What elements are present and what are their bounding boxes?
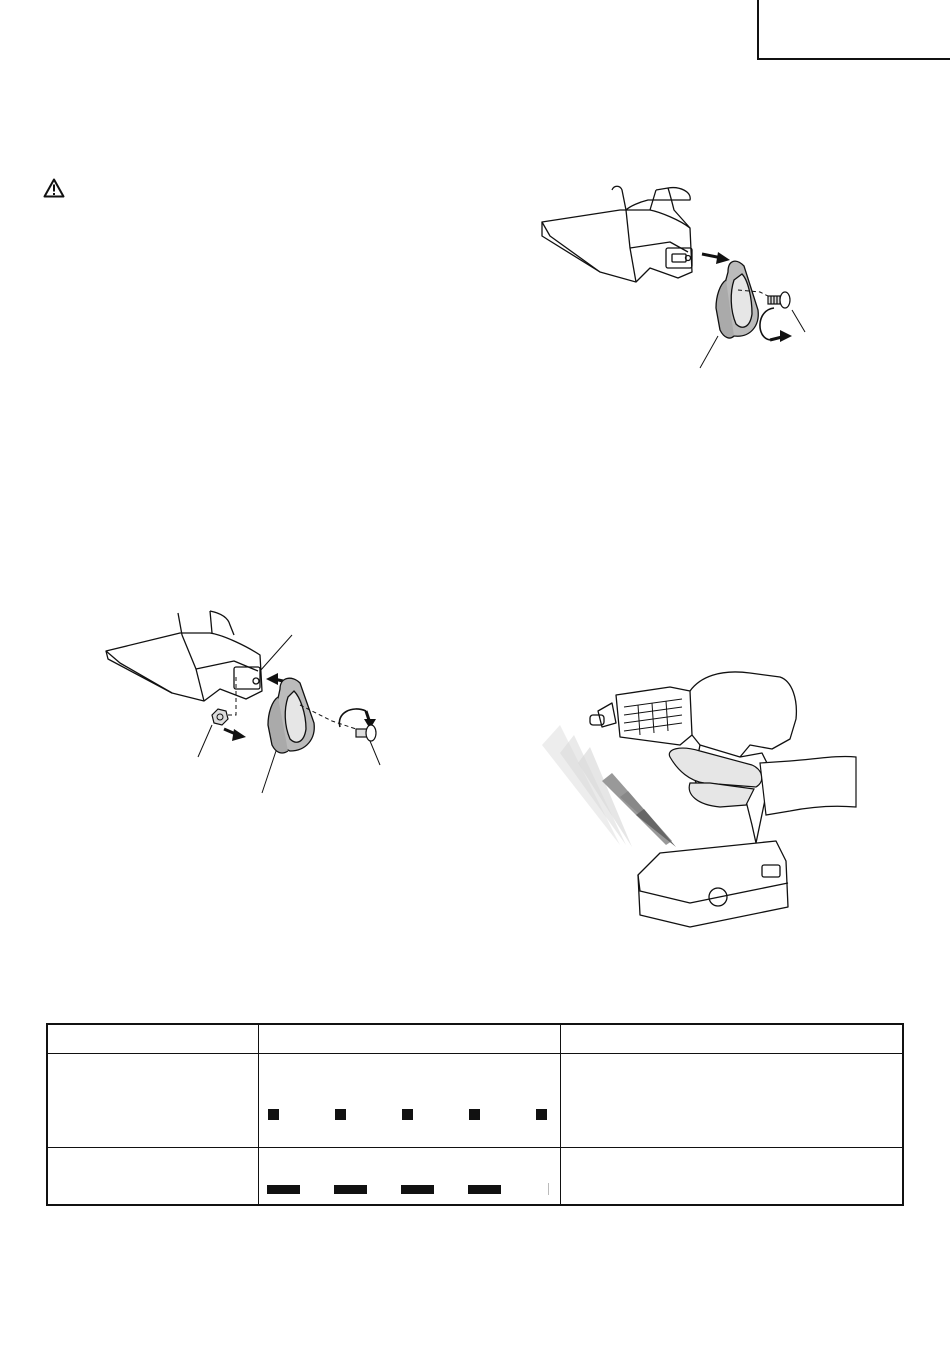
hook-installation-diagram-icon — [100, 605, 400, 810]
hook-removal-diagram-icon — [530, 180, 820, 385]
pattern-square-mark — [536, 1109, 547, 1120]
pattern-dash-mark — [401, 1185, 434, 1194]
pattern-dash-mark — [334, 1185, 367, 1194]
table-divider — [560, 1025, 561, 1204]
table-divider — [48, 1053, 902, 1054]
warning-triangle-icon — [43, 178, 65, 203]
pattern-square-mark — [335, 1109, 346, 1120]
table-divider — [258, 1025, 259, 1204]
pattern-square-mark — [469, 1109, 480, 1120]
table-divider — [48, 1147, 902, 1148]
pattern-square-mark — [402, 1109, 413, 1120]
pattern-end-tick — [548, 1183, 549, 1195]
drill-light-diagram-icon — [540, 665, 870, 950]
pattern-dash-mark — [267, 1185, 300, 1194]
language-tab — [757, 0, 950, 60]
pattern-dash-mark — [468, 1185, 501, 1194]
pattern-square-mark — [268, 1109, 279, 1120]
indicator-table — [46, 1023, 904, 1206]
